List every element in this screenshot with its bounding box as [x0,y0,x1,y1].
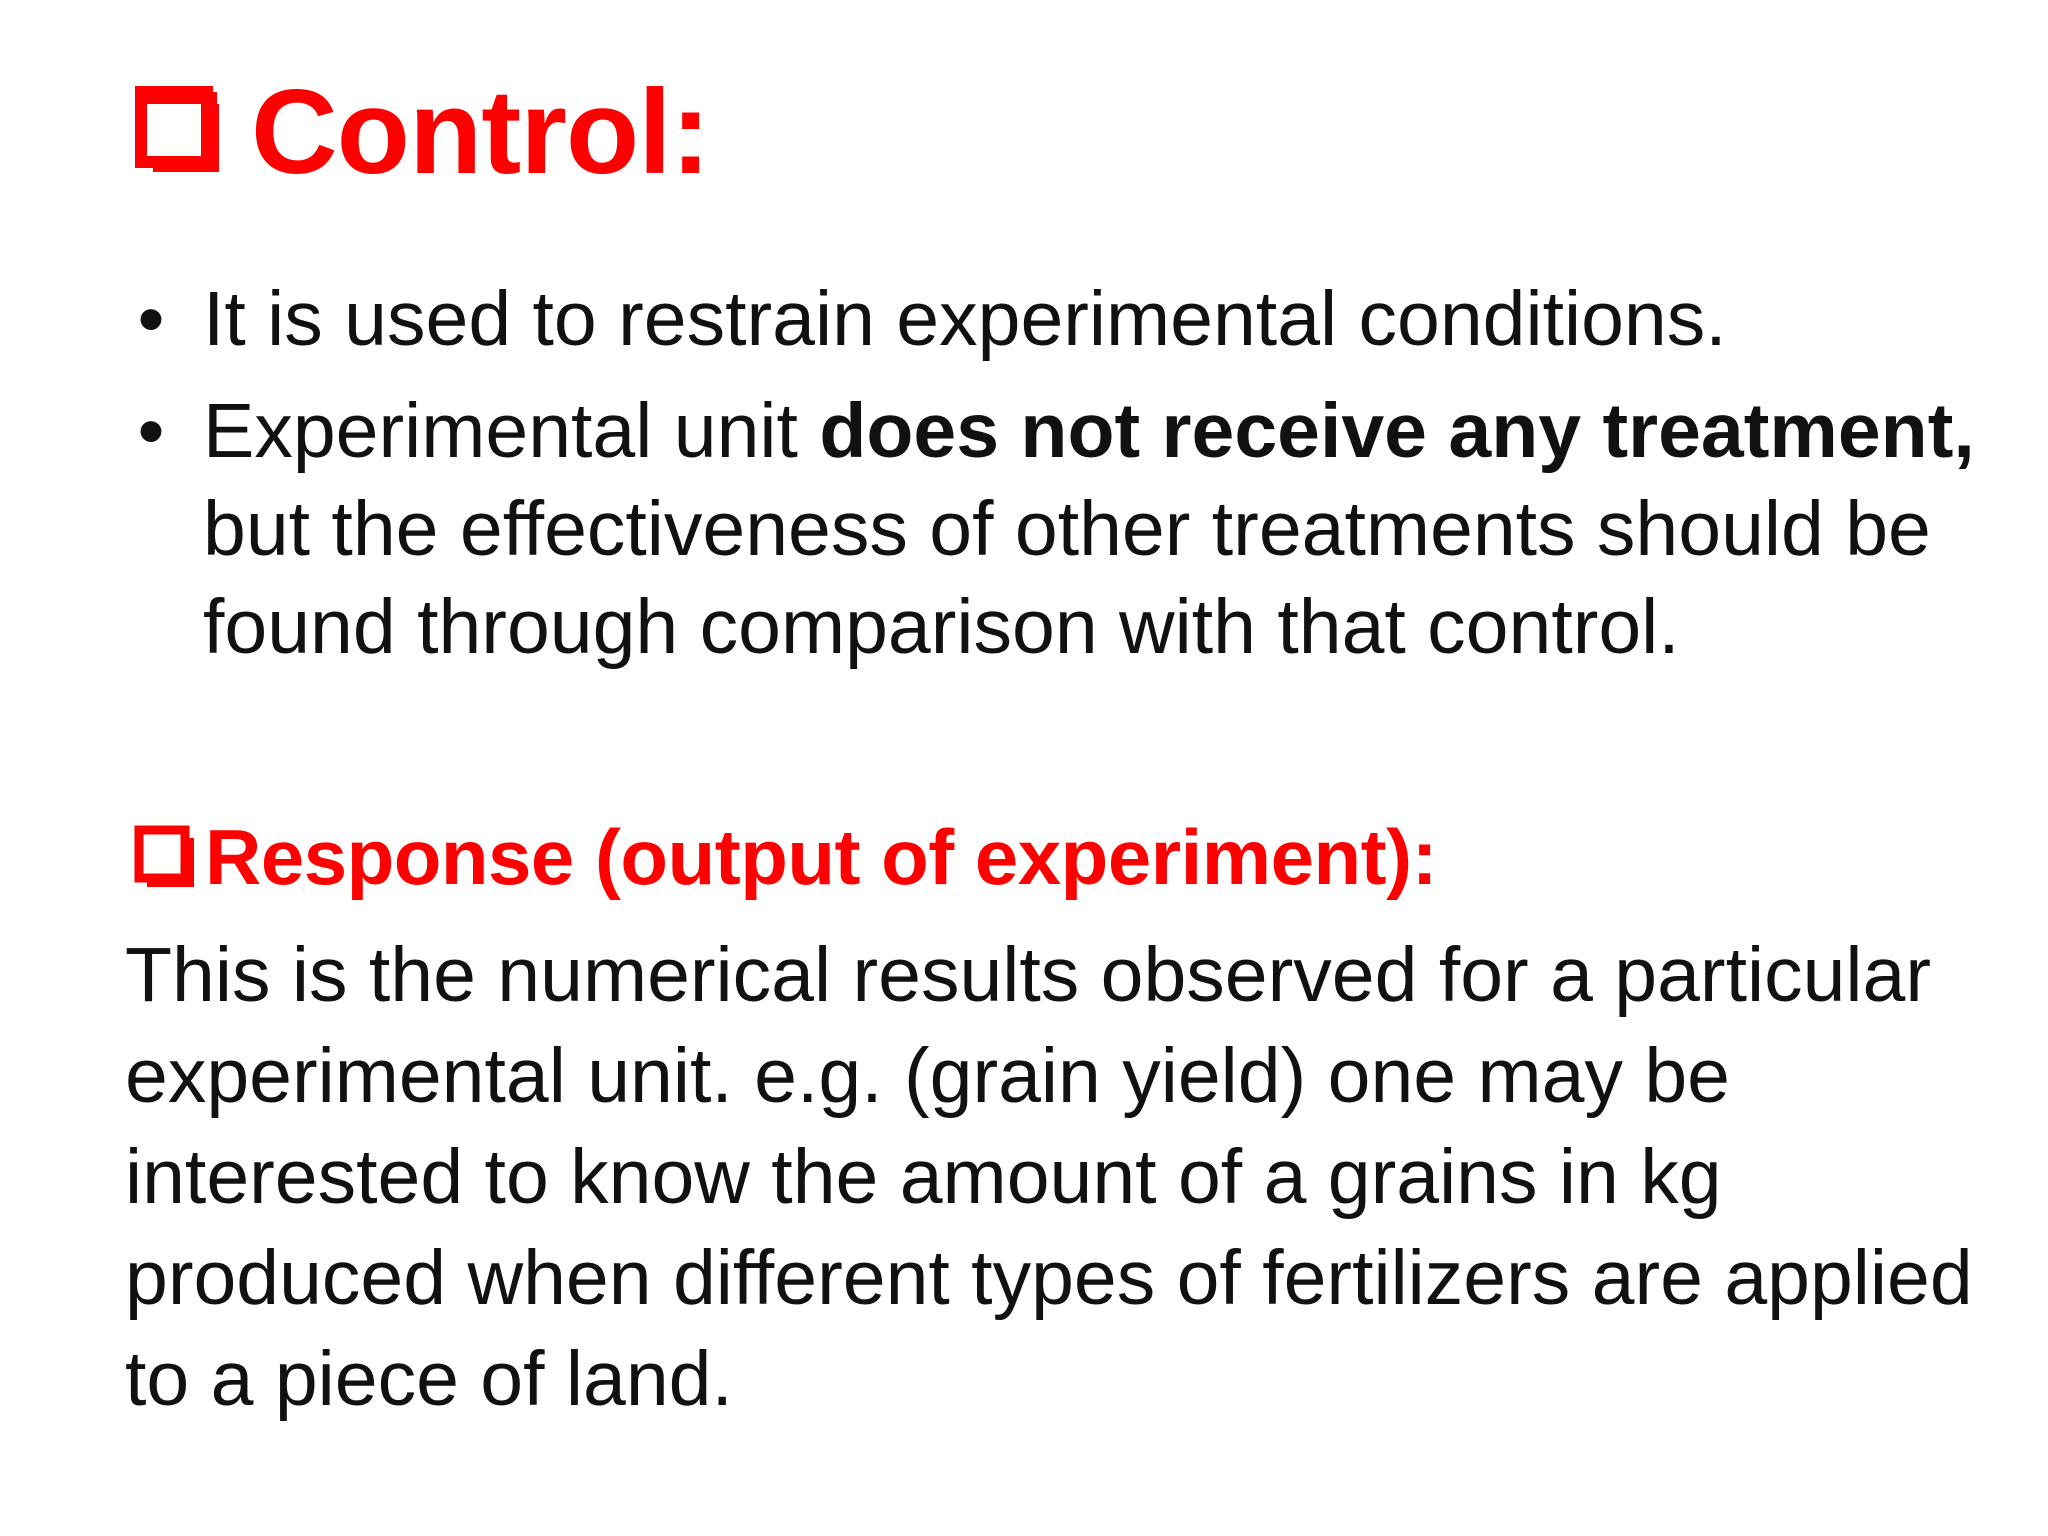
list-item [125,382,1985,676]
control-title: Control: [251,65,710,199]
bullet-bold-text: does not receive any treatment, [819,388,1975,474]
bullet-icon: • [137,388,165,474]
control-heading [133,66,710,198]
checkbox-icon [133,84,225,180]
list-item [125,270,1985,368]
bullet-text-after-bold: but the effectiveness of other treatments should be found through comparison with that control. [203,486,1931,670]
bullet-text: It is used to restrain experimental conditions. [203,276,1727,362]
response-paragraph: This is the numerical results observed for a particular experimental unit. e.g. (grain yield) one may be interested to know the amount of a grains in kg produced when different types of fertilizers are applied to a piece of land. [125,932,1973,1422]
response-title: Response (output of experiment): [205,813,1438,901]
bullet-icon: • [137,276,165,362]
control-bullet-list [125,270,1985,690]
bullet-text-before-bold: Experimental unit [203,388,820,474]
response-heading [133,812,1437,902]
checkbox-icon [133,824,197,890]
